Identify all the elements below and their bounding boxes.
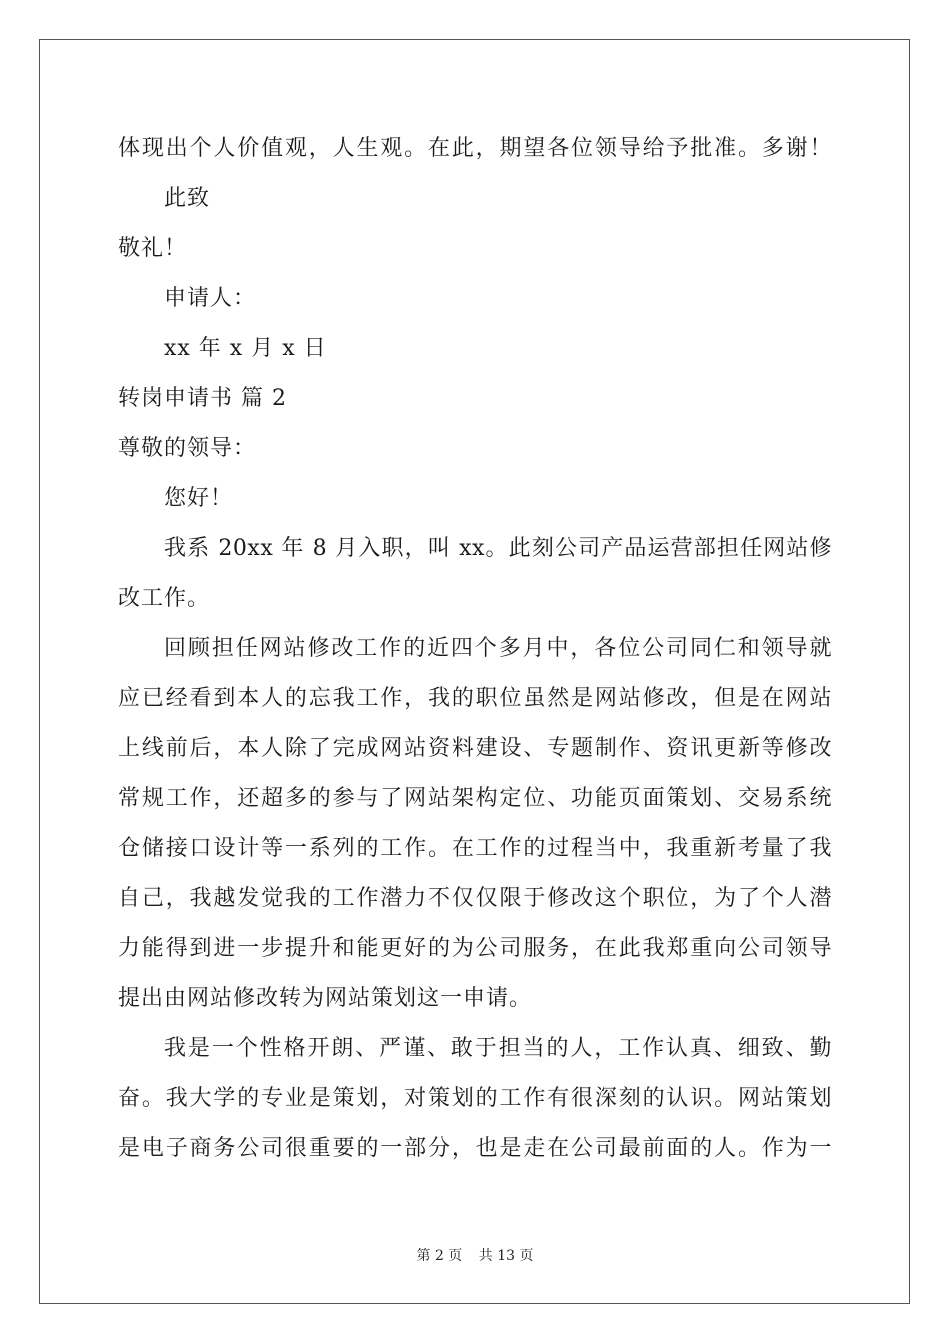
text-line-p2-2: 应已经看到本人的忘我工作，我的职位虽然是网站修改，但是在网站 [118,686,832,711]
text-line-p3-1: 我是一个性格开朗、严谨、敢于担当的人，工作认真、细致、勤 [164,1036,832,1061]
text-line-date: xx 年 x 月 x 日 [164,336,327,361]
text-line-salute: 敬礼！ [118,236,188,261]
page-footer [0,1247,950,1265]
text-line-p2-3: 上线前后，本人除了完成网站资料建设、专题制作、资讯更新等修改 [118,736,832,761]
text-line-p2-1: 回顾担任网站修改工作的近四个多月中，各位公司同仁和领导就 [164,636,832,661]
text-line-hello: 您好！ [164,486,234,511]
text-line-p2-6: 自己，我越发觉我的工作潜力不仅仅限于修改这个职位，为了个人潜 [118,886,832,911]
text-line-1: 体现出个人价值观，人生观。在此，期望各位领导给予批准。多谢！ [118,136,832,161]
text-line-greeting: 尊敬的领导： [118,436,257,461]
section-title: 转岗申请书 篇 2 [118,386,287,411]
text-line-p2-8: 提出由网站修改转为网站策划这一申请。 [118,986,533,1011]
text-line-p1-2: 改工作。 [118,586,211,611]
text-line-p2-5: 仓储接口设计等一系列的工作。在工作的过程当中，我重新考量了我 [118,836,832,861]
text-line-closing: 此致 [164,186,211,211]
page-number: 第 2 页 [416,1248,463,1264]
text-line-p3-3: 是电子商务公司很重要的一部分，也是走在公司最前面的人。作为一 [118,1136,832,1161]
text-line-p2-4: 常规工作，还超多的参与了网站架构定位、功能页面策划、交易系统 [118,786,832,811]
page-total: 共 13 页 [478,1248,534,1264]
text-line-p1-1: 我系 20xx 年 8 月入职，叫 xx。此刻公司产品运营部担任网站修 [164,536,832,561]
page-border [39,39,910,1304]
text-line-applicant: 申请人： [164,286,257,311]
text-line-p3-2: 奋。我大学的专业是策划，对策划的工作有很深刻的认识。网站策划 [118,1086,832,1111]
text-line-p2-7: 力能得到进一步提升和能更好的为公司服务，在此我郑重向公司领导 [118,936,832,961]
